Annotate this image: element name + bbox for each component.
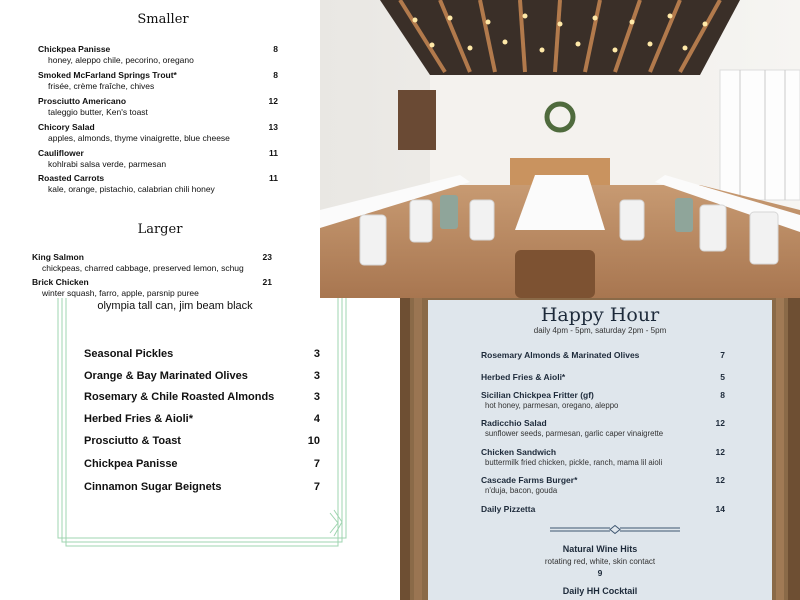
wine-name: Natural Wine Hits — [562, 544, 638, 554]
menu-item-price: 14 — [715, 504, 725, 514]
menu-item-desc: hot honey, parmesan, oregano, aleppo — [485, 401, 619, 410]
menu-item-name: Prosciutto & Toast — [84, 435, 181, 447]
menu-item-price: 7 — [720, 350, 725, 360]
wood-background — [776, 298, 784, 600]
menu-item-name: Smoked McFarland Springs Trout* — [38, 70, 177, 80]
menu-item-price: 12 — [715, 475, 725, 485]
menu-item-price: 10 — [307, 435, 320, 447]
menu-item-name: Rosemary & Chile Roasted Almonds — [84, 391, 275, 403]
divider-ornament — [428, 524, 772, 536]
cocktail-name: Daily HH Cocktail — [562, 586, 638, 596]
menu-item — [481, 475, 725, 495]
menu-item-desc: apples, almonds, thyme vinaigrette, blue cheese — [48, 133, 230, 143]
menu-item-name: Herbed Fries & Aioli* — [481, 372, 566, 382]
menu-item-name: Prosciutto Americano — [38, 96, 127, 106]
menu-item-name: Orange & Bay Marinated Olives — [84, 370, 248, 382]
menu-item-price: 21 — [262, 277, 272, 287]
menu-item-name: Rosemary Almonds & Marinated Olives — [481, 350, 640, 360]
menu-item-name: Daily Pizzetta — [481, 504, 536, 514]
menu-item — [84, 348, 320, 360]
menu-item-price: 8 — [273, 44, 278, 54]
menu-item-price: 4 — [313, 413, 320, 425]
menu-item-price: 8 — [273, 70, 278, 80]
wood-background — [414, 298, 422, 600]
menu-item — [38, 148, 278, 169]
menu-item — [481, 390, 725, 410]
happy-hour-title: Happy Hour — [540, 304, 660, 326]
menu-item-price: 23 — [262, 252, 272, 262]
menu-item-name: Radicchio Salad — [481, 418, 547, 428]
smaller-heading: Smaller — [137, 12, 189, 27]
menu-item — [84, 458, 320, 470]
menu-item — [32, 252, 272, 273]
menu-item-name: Roasted Carrots — [38, 173, 105, 183]
menu-item-desc: buttermilk fried chicken, pickle, ranch, mama lil aioli — [485, 458, 663, 467]
menu-item-price: 12 — [715, 447, 725, 457]
menu-item-price: 3 — [313, 370, 320, 382]
menu-item — [84, 370, 320, 382]
menu-item-name: Brick Chicken — [32, 277, 89, 287]
menu-item — [84, 435, 320, 447]
menu-item — [481, 447, 725, 467]
menu-item-price: 8 — [720, 390, 725, 400]
menu-item — [84, 413, 320, 425]
larger-heading: Larger — [137, 222, 183, 237]
menu-item — [38, 70, 278, 91]
menu-item — [38, 122, 278, 143]
menu-border-decoration — [0, 298, 400, 600]
menu-item-name: Chicory Salad — [38, 122, 95, 132]
menu-item — [32, 277, 272, 298]
menu-item-name: Chickpea Panisse — [38, 44, 111, 54]
menu-item-name: King Salmon — [32, 252, 84, 262]
menu-item-desc: kale, orange, pistachio, calabrian chili honey — [48, 184, 215, 194]
wood-background — [400, 298, 410, 600]
menu-item — [481, 350, 725, 360]
menu-item — [38, 44, 278, 65]
bar-menu-top-line: olympia tall can, jim beam black — [97, 300, 253, 312]
menu-item-desc: sunflower seeds, parmesan, garlic caper vinaigrette — [485, 429, 664, 438]
menu-item-price: 11 — [269, 173, 278, 183]
wood-background — [788, 298, 800, 600]
menu-item-desc: kohlrabi salsa verde, parmesan — [48, 159, 167, 169]
menu-item-price: 3 — [313, 391, 320, 403]
menu-item-name: Seasonal Pickles — [84, 348, 174, 360]
menu-item — [481, 372, 725, 382]
happy-hour-menu-card — [428, 300, 772, 600]
menu-item-price: 11 — [269, 148, 278, 158]
menu-item-name: Chicken Sandwich — [481, 447, 557, 457]
menu-item-desc: taleggio butter, Ken's toast — [48, 107, 148, 117]
menu-item-desc: honey, aleppo chile, pecorino, oregano — [48, 55, 194, 65]
wine-desc: rotating red, white, skin contact — [544, 557, 656, 566]
happy-hour-subtitle: daily 4pm - 5pm, saturday 2pm - 5pm — [533, 326, 667, 335]
menu-item-price: 5 — [720, 372, 725, 382]
menu-item-desc: chickpeas, charred cabbage, preserved lemon, schug — [42, 263, 244, 273]
menu-item-desc: frisée, crème fraîche, chives — [48, 81, 155, 91]
menu-item-price: 7 — [313, 458, 320, 470]
wine-price: 9 — [597, 568, 603, 578]
menu-item-name: Cinnamon Sugar Beignets — [84, 481, 222, 493]
dining-room-photo — [320, 0, 800, 298]
menu-item-name: Cascade Farms Burger* — [481, 475, 578, 485]
menu-item-name: Chickpea Panisse — [84, 458, 178, 470]
menu-item — [84, 481, 320, 493]
menu-item-price: 3 — [313, 348, 320, 360]
menu-item-name: Sicilian Chickpea Fritter (gf) — [481, 390, 594, 400]
bar-snacks-menu-panel — [0, 298, 400, 600]
menu-item-name: Herbed Fries & Aioli* — [84, 413, 194, 425]
menu-item-desc: winter squash, farro, apple, parsnip puree — [42, 288, 199, 298]
menu-item — [481, 504, 725, 514]
smaller-menu-panel — [0, 0, 320, 298]
menu-item-price: 12 — [268, 96, 278, 106]
menu-item-price: 12 — [715, 418, 725, 428]
menu-item — [38, 96, 278, 117]
menu-item-name: Cauliflower — [38, 148, 84, 158]
menu-item — [38, 173, 278, 194]
happy-hour-panel — [400, 298, 800, 600]
menu-item — [84, 391, 320, 403]
menu-item-price: 7 — [313, 481, 320, 493]
menu-item-desc: n'duja, bacon, gouda — [485, 486, 558, 495]
menu-item — [481, 418, 725, 438]
dining-room-illustration — [320, 0, 800, 298]
menu-item-price: 13 — [268, 122, 278, 132]
